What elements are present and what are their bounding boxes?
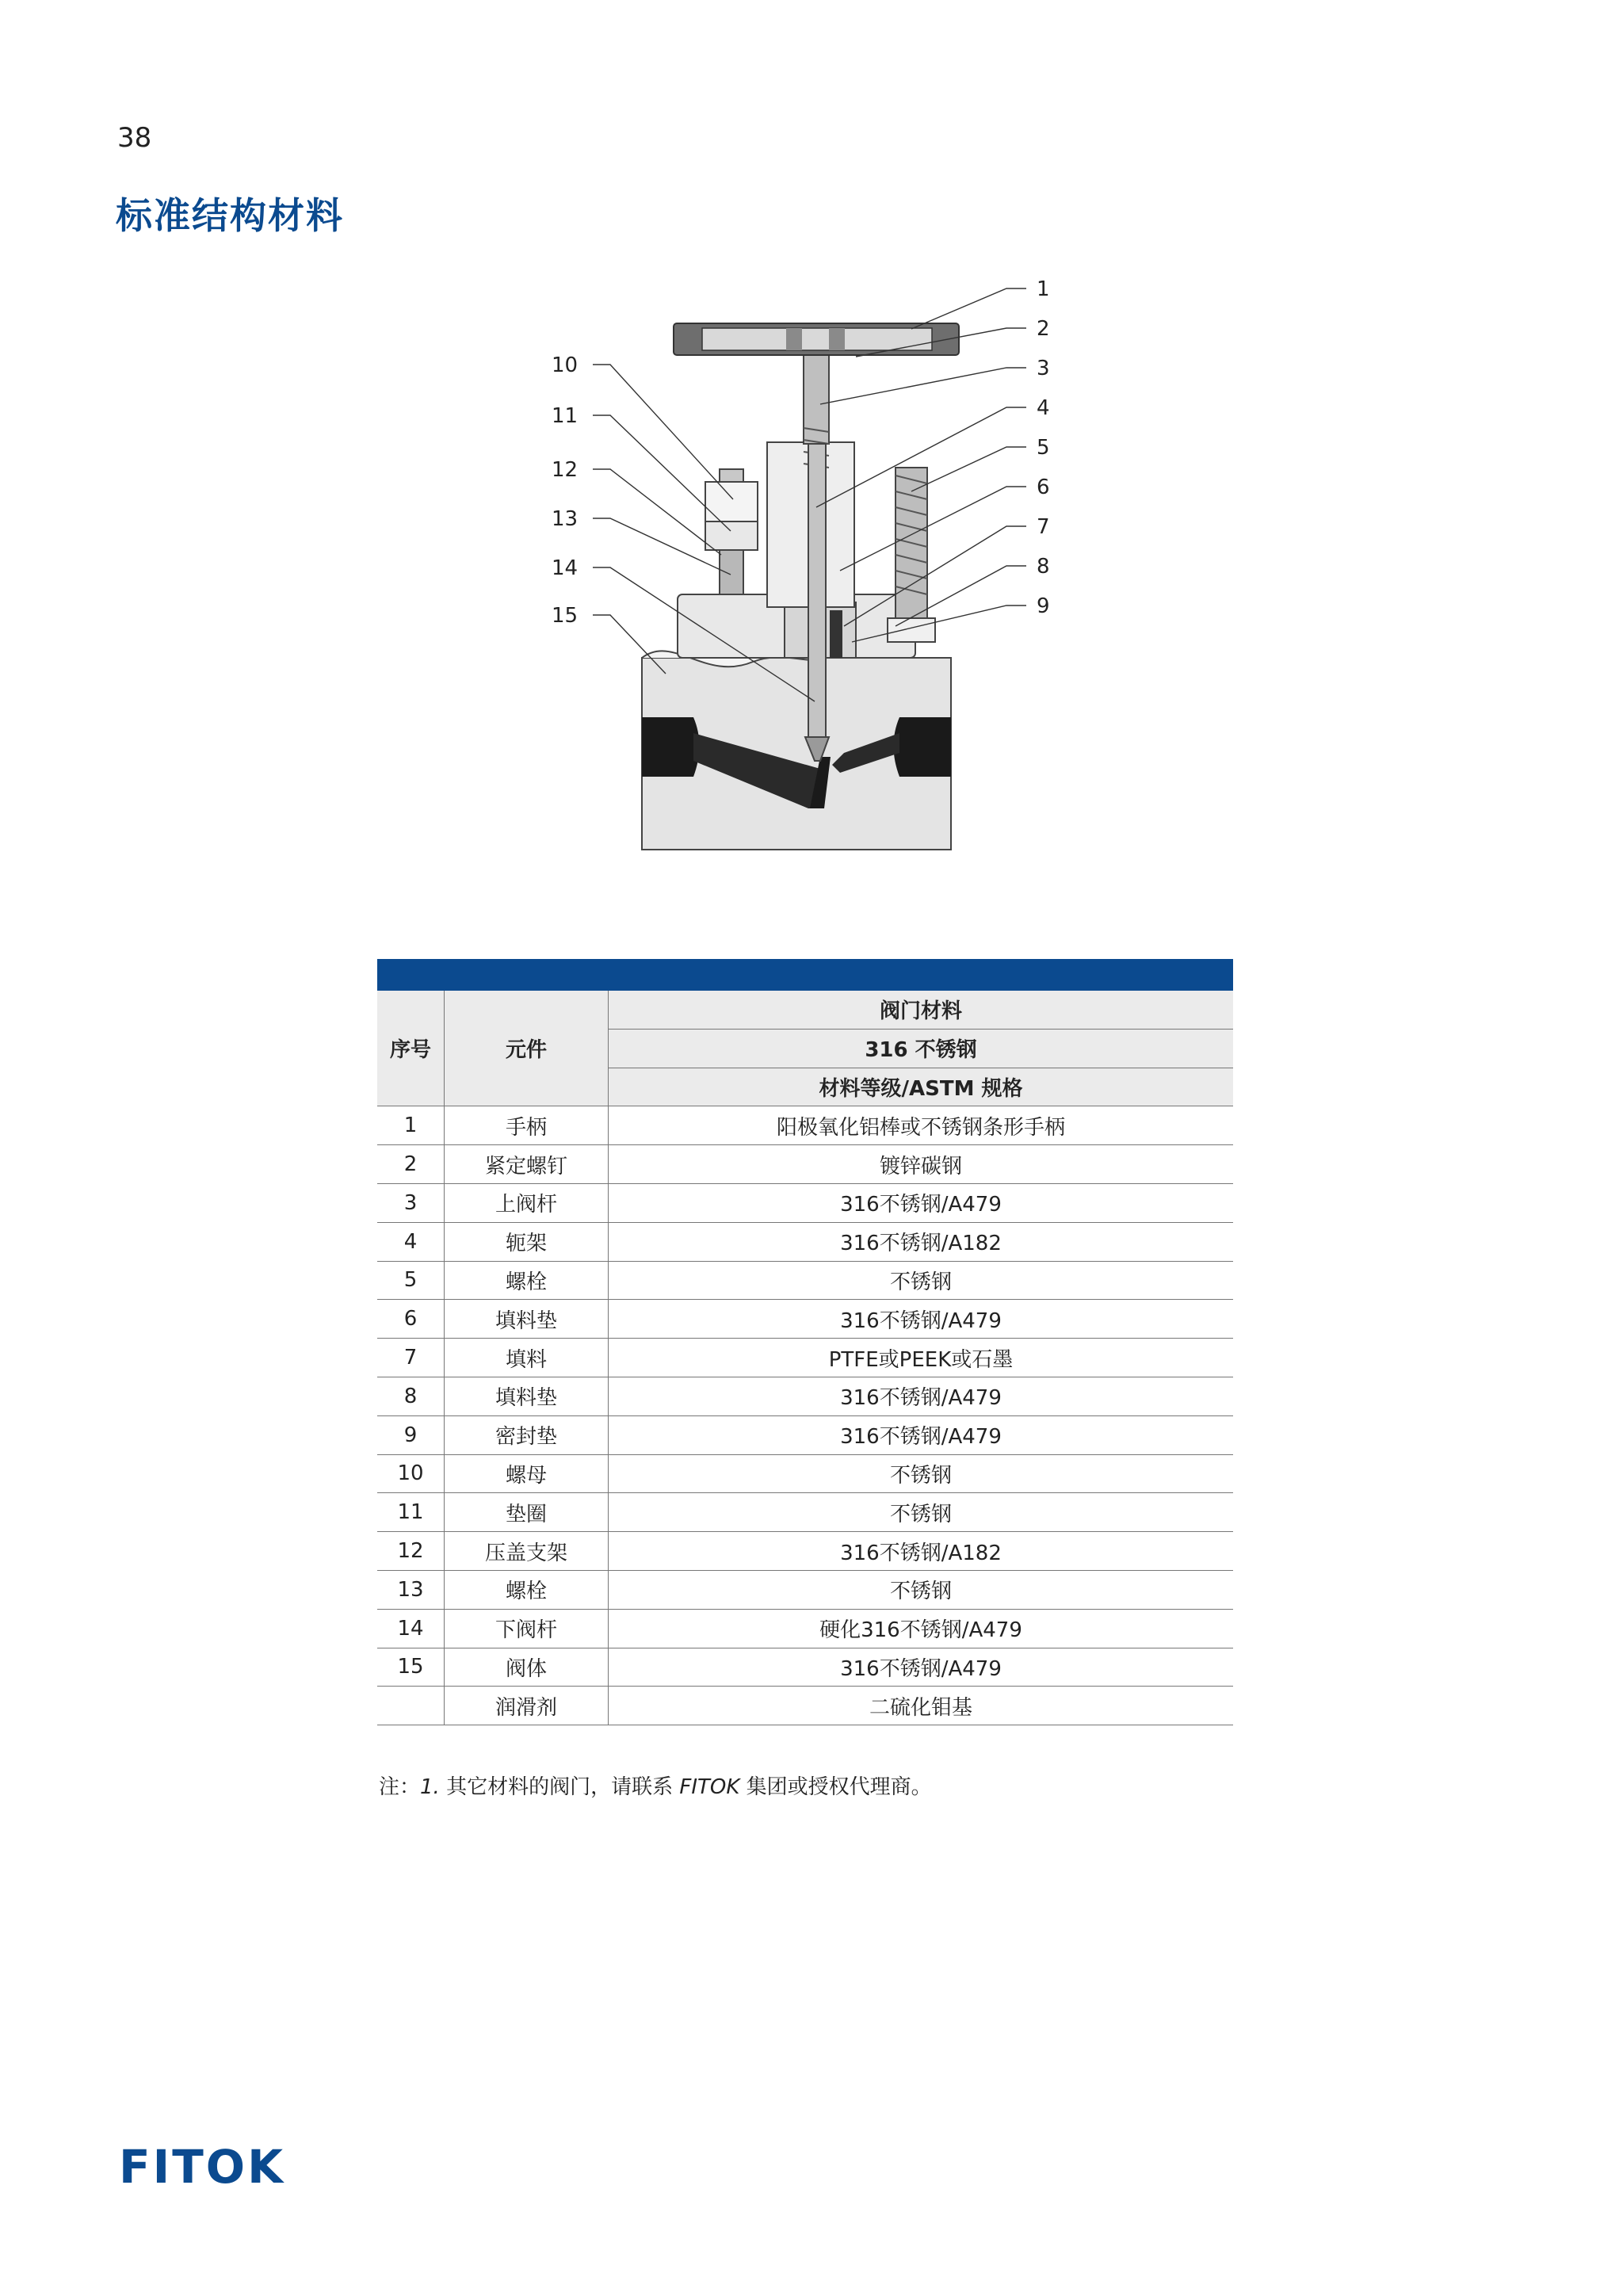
washer (705, 521, 758, 550)
callout-9: 9 (1037, 594, 1050, 618)
header-no: 序号 (377, 991, 445, 1106)
table-row (377, 1222, 1233, 1261)
table-row (377, 1687, 1233, 1725)
row-no: 1 (377, 1106, 445, 1145)
row-material: 316不锈钢/A479 (609, 1648, 1234, 1687)
row-part: 密封垫 (445, 1415, 609, 1454)
table-row (377, 1532, 1233, 1571)
row-no: 6 (377, 1300, 445, 1339)
callout-7: 7 (1037, 515, 1050, 539)
row-part: 润滑剂 (445, 1687, 609, 1725)
row-no: 12 (377, 1532, 445, 1571)
row-no: 14 (377, 1609, 445, 1648)
fitok-logo: FITOK (119, 2140, 286, 2194)
row-material: 316不锈钢/A479 (609, 1377, 1234, 1415)
row-no: 9 (377, 1415, 445, 1454)
header-material-spec: 材料等级/ASTM 规格 (609, 1068, 1234, 1106)
row-material: 316不锈钢/A182 (609, 1532, 1234, 1571)
row-material: 316不锈钢/A479 (609, 1415, 1234, 1454)
row-part: 垫圈 (445, 1493, 609, 1532)
row-part: 填料垫 (445, 1300, 609, 1339)
row-part: 下阀杆 (445, 1609, 609, 1648)
footnote: 注：1. 其它材料的阀门，请联系 FITOK 集团或授权代理商。 (379, 1775, 932, 1799)
row-no: 3 (377, 1183, 445, 1222)
callout-2: 2 (1037, 317, 1050, 341)
table-row (377, 1339, 1233, 1377)
table-row (377, 1145, 1233, 1184)
row-part: 填料 (445, 1339, 609, 1377)
header-part: 元件 (445, 991, 609, 1106)
row-material: 不锈钢 (609, 1454, 1234, 1493)
table-row (377, 1300, 1233, 1339)
table-row (377, 1648, 1233, 1687)
nut (705, 482, 758, 521)
table-row (377, 1106, 1233, 1145)
callout-4: 4 (1037, 396, 1050, 420)
row-no (377, 1687, 445, 1725)
valve-cross-section-diagram (547, 269, 1070, 860)
callout-13: 13 (552, 507, 579, 531)
row-material: 316不锈钢/A479 (609, 1183, 1234, 1222)
row-part: 螺栓 (445, 1570, 609, 1609)
row-part: 阀体 (445, 1648, 609, 1687)
table-row (377, 1609, 1233, 1648)
row-no: 10 (377, 1454, 445, 1493)
lower-stem (808, 444, 826, 745)
table-row (377, 1183, 1233, 1222)
row-material: 硬化316不锈钢/A479 (609, 1609, 1234, 1648)
row-part: 螺栓 (445, 1261, 609, 1300)
row-material: 镀锌碳钢 (609, 1145, 1234, 1184)
row-no: 15 (377, 1648, 445, 1687)
table-row (377, 1377, 1233, 1415)
table-row (377, 1454, 1233, 1493)
row-no: 8 (377, 1377, 445, 1415)
callout-5: 5 (1037, 436, 1050, 460)
left-port (642, 717, 700, 777)
callout-10: 10 (552, 353, 579, 377)
row-part: 紧定螺钉 (445, 1145, 609, 1184)
callout-12: 12 (552, 458, 579, 482)
row-no: 5 (377, 1261, 445, 1300)
table-row (377, 1415, 1233, 1454)
table-header-band (377, 959, 1233, 991)
table-row (377, 1261, 1233, 1300)
header-material-group: 阀门材料 (609, 991, 1234, 1029)
callout-3: 3 (1037, 357, 1050, 380)
row-material: 阳极氧化铝棒或不锈钢条形手柄 (609, 1106, 1234, 1145)
row-no: 4 (377, 1222, 445, 1261)
row-part: 手柄 (445, 1106, 609, 1145)
callout-8: 8 (1037, 555, 1050, 579)
header-material-type: 316 不锈钢 (609, 1029, 1234, 1068)
row-no: 11 (377, 1493, 445, 1532)
row-part: 螺母 (445, 1454, 609, 1493)
row-material: 不锈钢 (609, 1570, 1234, 1609)
table-row (377, 1570, 1233, 1609)
callout-1: 1 (1037, 277, 1050, 301)
row-material: 不锈钢 (609, 1261, 1234, 1300)
row-part: 压盖支架 (445, 1532, 609, 1571)
set-screw (786, 328, 802, 350)
row-no: 13 (377, 1570, 445, 1609)
page-number: 38 (117, 122, 152, 154)
materials-table (377, 959, 1233, 1725)
row-no: 7 (377, 1339, 445, 1377)
callout-6: 6 (1037, 476, 1050, 499)
table-row (377, 1493, 1233, 1532)
callout-14: 14 (552, 556, 579, 580)
page-title: 标准结构材料 (116, 194, 344, 237)
right-port (894, 717, 952, 777)
callout-11: 11 (552, 404, 579, 428)
row-material: PTFE或PEEK或石墨 (609, 1339, 1234, 1377)
row-material: 316不锈钢/A182 (609, 1222, 1234, 1261)
packing (830, 610, 842, 658)
row-material: 316不锈钢/A479 (609, 1300, 1234, 1339)
row-part: 填料垫 (445, 1377, 609, 1415)
row-no: 2 (377, 1145, 445, 1184)
row-part: 轭架 (445, 1222, 609, 1261)
row-material: 二硫化钼基 (609, 1687, 1234, 1725)
row-part: 上阀杆 (445, 1183, 609, 1222)
table-body (377, 1106, 1233, 1725)
row-material: 不锈钢 (609, 1493, 1234, 1532)
callout-15: 15 (552, 604, 579, 628)
